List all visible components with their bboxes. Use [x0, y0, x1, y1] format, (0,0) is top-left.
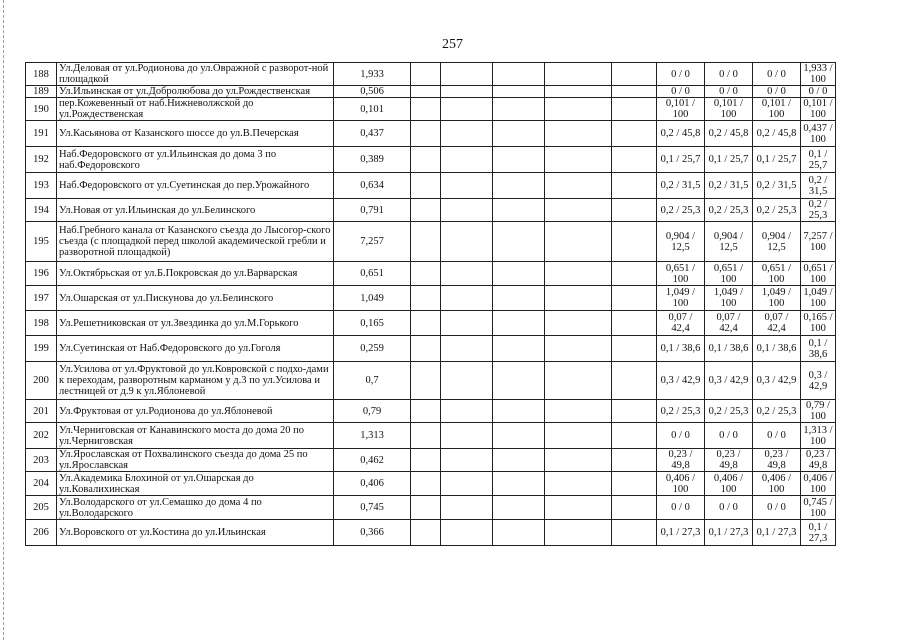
empty-cell — [411, 147, 441, 173]
road-name: Ул.Касьянова от Казанского шоссе до ул.В.Печерская — [57, 121, 334, 147]
empty-cell — [411, 262, 441, 286]
value-year-1: 0,1 / 25,7 — [657, 147, 705, 173]
road-name: Ул.Октябрьская от ул.Б.Покровская до ул.Варварская — [57, 262, 334, 286]
road-name: Наб.Федоровского от ул.Суетинская до пер.Урожайного — [57, 173, 334, 199]
empty-cell — [545, 423, 612, 449]
road-length: 0,389 — [334, 147, 411, 173]
road-length: 0,791 — [334, 199, 411, 222]
empty-cell — [545, 496, 612, 520]
roads-table-body — [26, 63, 836, 546]
empty-cell — [612, 173, 657, 199]
row-number: 194 — [26, 199, 57, 222]
empty-cell — [612, 311, 657, 336]
empty-cell — [411, 520, 441, 546]
road-name: Ул.Решетниковская от ул.Звездинка до ул.М.Горького — [57, 311, 334, 336]
empty-cell — [441, 423, 493, 449]
empty-cell — [441, 400, 493, 423]
value-total: 0,165 / 100 — [801, 311, 836, 336]
value-year-3: 0,651 / 100 — [753, 262, 801, 286]
empty-cell — [493, 520, 545, 546]
empty-cell — [411, 400, 441, 423]
empty-cell — [441, 311, 493, 336]
empty-cell — [493, 86, 545, 98]
value-total: 1,933 / 100 — [801, 63, 836, 86]
empty-cell — [493, 262, 545, 286]
empty-cell — [493, 286, 545, 311]
road-name: Ул.Фруктовая от ул.Родионова до ул.Яблоневой — [57, 400, 334, 423]
road-name: Ул.Володарского от ул.Семашко до дома 4 по ул.Володарского — [57, 496, 334, 520]
empty-cell — [441, 222, 493, 262]
empty-cell — [441, 199, 493, 222]
value-year-1: 0,2 / 31,5 — [657, 173, 705, 199]
empty-cell — [493, 496, 545, 520]
value-year-3: 0,904 / 12,5 — [753, 222, 801, 262]
empty-cell — [411, 222, 441, 262]
empty-cell — [493, 472, 545, 496]
empty-cell — [612, 262, 657, 286]
value-year-2: 0,1 / 25,7 — [705, 147, 753, 173]
empty-cell — [411, 121, 441, 147]
value-year-3: 1,049 / 100 — [753, 286, 801, 311]
row-number: 197 — [26, 286, 57, 311]
empty-cell — [411, 286, 441, 311]
table-row — [26, 262, 836, 286]
empty-cell — [493, 121, 545, 147]
empty-cell — [545, 199, 612, 222]
value-total: 0,23 / 49,8 — [801, 449, 836, 472]
empty-cell — [493, 336, 545, 362]
value-year-3: 0 / 0 — [753, 423, 801, 449]
empty-cell — [411, 86, 441, 98]
empty-cell — [545, 449, 612, 472]
table-row — [26, 98, 836, 121]
empty-cell — [411, 449, 441, 472]
value-year-1: 0,904 / 12,5 — [657, 222, 705, 262]
road-length: 0,259 — [334, 336, 411, 362]
row-number: 198 — [26, 311, 57, 336]
value-year-1: 0 / 0 — [657, 86, 705, 98]
empty-cell — [411, 472, 441, 496]
road-name: Ул.Воровского от ул.Костина до ул.Ильинская — [57, 520, 334, 546]
road-length: 1,313 — [334, 423, 411, 449]
empty-cell — [545, 336, 612, 362]
road-length: 0,7 — [334, 362, 411, 400]
row-number: 193 — [26, 173, 57, 199]
empty-cell — [441, 98, 493, 121]
empty-cell — [441, 336, 493, 362]
value-year-3: 0,2 / 45,8 — [753, 121, 801, 147]
row-number: 205 — [26, 496, 57, 520]
table-row — [26, 222, 836, 262]
empty-cell — [441, 362, 493, 400]
empty-cell — [545, 222, 612, 262]
road-length: 1,049 — [334, 286, 411, 311]
value-total: 0 / 0 — [801, 86, 836, 98]
road-name: Ул.Деловая от ул.Родионова до ул.Овражной с разворот-ной площадкой — [57, 63, 334, 86]
table-row — [26, 362, 836, 400]
empty-cell — [411, 311, 441, 336]
empty-cell — [612, 121, 657, 147]
value-year-2: 0,2 / 25,3 — [705, 199, 753, 222]
empty-cell — [545, 121, 612, 147]
value-total: 0,651 / 100 — [801, 262, 836, 286]
road-length: 0,634 — [334, 173, 411, 199]
value-year-3: 0,07 / 42,4 — [753, 311, 801, 336]
empty-cell — [545, 286, 612, 311]
empty-cell — [441, 86, 493, 98]
value-total: 0,437 / 100 — [801, 121, 836, 147]
empty-cell — [545, 472, 612, 496]
empty-cell — [493, 199, 545, 222]
road-length: 0,745 — [334, 496, 411, 520]
value-year-3: 0,2 / 31,5 — [753, 173, 801, 199]
empty-cell — [441, 496, 493, 520]
empty-cell — [441, 121, 493, 147]
value-total: 0,3 / 42,9 — [801, 362, 836, 400]
empty-cell — [545, 362, 612, 400]
table-row — [26, 286, 836, 311]
row-number: 190 — [26, 98, 57, 121]
value-total: 1,313 / 100 — [801, 423, 836, 449]
value-year-2: 0,1 / 27,3 — [705, 520, 753, 546]
value-total: 0,101 / 100 — [801, 98, 836, 121]
road-length: 7,257 — [334, 222, 411, 262]
empty-cell — [441, 173, 493, 199]
empty-cell — [545, 520, 612, 546]
value-year-3: 0,3 / 42,9 — [753, 362, 801, 400]
value-year-3: 0 / 0 — [753, 496, 801, 520]
value-year-2: 0,406 / 100 — [705, 472, 753, 496]
value-year-3: 0,1 / 27,3 — [753, 520, 801, 546]
empty-cell — [441, 520, 493, 546]
value-year-3: 0 / 0 — [753, 63, 801, 86]
empty-cell — [545, 98, 612, 121]
value-year-2: 0,651 / 100 — [705, 262, 753, 286]
road-length: 0,101 — [334, 98, 411, 121]
road-length: 0,366 — [334, 520, 411, 546]
empty-cell — [612, 336, 657, 362]
road-name: Ул.Усилова от ул.Фруктовой до ул.Ковровской с подхо-дами к переходам, разворотным карманом у д.3 по ул.Усилова и лестницей от д.9 к ул.Яблоневой — [57, 362, 334, 400]
table-row — [26, 147, 836, 173]
value-year-2: 0 / 0 — [705, 496, 753, 520]
table-row — [26, 496, 836, 520]
table-row — [26, 63, 836, 86]
table-row — [26, 449, 836, 472]
table-row — [26, 86, 836, 98]
value-year-3: 0,23 / 49,8 — [753, 449, 801, 472]
value-year-1: 0,07 / 42,4 — [657, 311, 705, 336]
empty-cell — [441, 472, 493, 496]
value-year-3: 0,2 / 25,3 — [753, 400, 801, 423]
empty-cell — [612, 362, 657, 400]
empty-cell — [441, 63, 493, 86]
empty-cell — [612, 199, 657, 222]
empty-cell — [493, 311, 545, 336]
value-year-2: 0,904 / 12,5 — [705, 222, 753, 262]
row-number: 206 — [26, 520, 57, 546]
row-number: 199 — [26, 336, 57, 362]
row-number: 201 — [26, 400, 57, 423]
value-year-1: 0,651 / 100 — [657, 262, 705, 286]
row-number: 192 — [26, 147, 57, 173]
row-number: 188 — [26, 63, 57, 86]
empty-cell — [612, 86, 657, 98]
empty-cell — [411, 98, 441, 121]
value-total: 0,2 / 25,3 — [801, 199, 836, 222]
empty-cell — [493, 362, 545, 400]
road-name: Ул.Ярославская от Похвалинского съезда до дома 25 по ул.Ярославская — [57, 449, 334, 472]
empty-cell — [493, 423, 545, 449]
value-year-3: 0,1 / 25,7 — [753, 147, 801, 173]
table-row — [26, 472, 836, 496]
empty-cell — [441, 286, 493, 311]
value-year-2: 0,1 / 38,6 — [705, 336, 753, 362]
empty-cell — [411, 423, 441, 449]
empty-cell — [612, 400, 657, 423]
table-row — [26, 199, 836, 222]
row-number: 202 — [26, 423, 57, 449]
table-row — [26, 520, 836, 546]
road-length: 0,462 — [334, 449, 411, 472]
empty-cell — [441, 449, 493, 472]
table-row — [26, 423, 836, 449]
road-length: 0,406 — [334, 472, 411, 496]
value-year-2: 0,2 / 45,8 — [705, 121, 753, 147]
value-year-1: 0 / 0 — [657, 496, 705, 520]
value-year-1: 0 / 0 — [657, 63, 705, 86]
road-length: 0,651 — [334, 262, 411, 286]
empty-cell — [493, 98, 545, 121]
road-name: Ул.Академика Блохиной от ул.Ошарская до ул.Ковалихинская — [57, 472, 334, 496]
road-length: 0,165 — [334, 311, 411, 336]
value-total: 1,049 / 100 — [801, 286, 836, 311]
road-length: 1,933 — [334, 63, 411, 86]
row-number: 204 — [26, 472, 57, 496]
empty-cell — [612, 423, 657, 449]
value-year-1: 1,049 / 100 — [657, 286, 705, 311]
value-year-1: 0,23 / 49,8 — [657, 449, 705, 472]
table-row — [26, 173, 836, 199]
value-year-2: 0,23 / 49,8 — [705, 449, 753, 472]
value-year-1: 0,2 / 25,3 — [657, 400, 705, 423]
empty-cell — [411, 496, 441, 520]
empty-cell — [411, 336, 441, 362]
empty-cell — [612, 472, 657, 496]
value-total: 0,1 / 25,7 — [801, 147, 836, 173]
empty-cell — [612, 286, 657, 311]
value-year-2: 0 / 0 — [705, 86, 753, 98]
road-name: Ул.Суетинская от Наб.Федоровского до ул.Гоголя — [57, 336, 334, 362]
empty-cell — [545, 400, 612, 423]
empty-cell — [612, 222, 657, 262]
empty-cell — [612, 449, 657, 472]
empty-cell — [411, 63, 441, 86]
value-year-3: 0 / 0 — [753, 86, 801, 98]
value-total: 7,257 / 100 — [801, 222, 836, 262]
empty-cell — [493, 222, 545, 262]
value-year-2: 0,07 / 42,4 — [705, 311, 753, 336]
value-year-2: 0,2 / 31,5 — [705, 173, 753, 199]
road-name: пер.Кожевенный от наб.Нижневолжской до ул.Рождественская — [57, 98, 334, 121]
row-number: 189 — [26, 86, 57, 98]
road-name: Наб.Федоровского от ул.Ильинская до дома 3 по наб.Федоровского — [57, 147, 334, 173]
empty-cell — [545, 173, 612, 199]
value-year-1: 0,3 / 42,9 — [657, 362, 705, 400]
value-year-2: 0 / 0 — [705, 423, 753, 449]
value-year-2: 1,049 / 100 — [705, 286, 753, 311]
empty-cell — [441, 147, 493, 173]
empty-cell — [493, 173, 545, 199]
value-year-3: 0,1 / 38,6 — [753, 336, 801, 362]
value-year-2: 0,3 / 42,9 — [705, 362, 753, 400]
row-number: 191 — [26, 121, 57, 147]
row-number: 196 — [26, 262, 57, 286]
road-name: Ул.Ильинская от ул.Добролюбова до ул.Рождественская — [57, 86, 334, 98]
page-number: 257 — [442, 37, 463, 52]
row-number: 200 — [26, 362, 57, 400]
value-year-1: 0,2 / 45,8 — [657, 121, 705, 147]
value-year-1: 0,406 / 100 — [657, 472, 705, 496]
value-total: 0,406 / 100 — [801, 472, 836, 496]
empty-cell — [545, 86, 612, 98]
road-length: 0,437 — [334, 121, 411, 147]
value-year-3: 0,2 / 25,3 — [753, 199, 801, 222]
value-total: 0,2 / 31,5 — [801, 173, 836, 199]
value-year-1: 0,1 / 38,6 — [657, 336, 705, 362]
empty-cell — [493, 63, 545, 86]
empty-cell — [545, 147, 612, 173]
empty-cell — [612, 496, 657, 520]
empty-cell — [411, 199, 441, 222]
roads-table — [25, 62, 836, 546]
value-year-1: 0 / 0 — [657, 423, 705, 449]
road-name: Ул.Черниговская от Канавинского моста до дома 20 по ул.Черниговская — [57, 423, 334, 449]
road-name: Ул.Ошарская от ул.Пискунова до ул.Белинского — [57, 286, 334, 311]
empty-cell — [411, 362, 441, 400]
value-year-2: 0,2 / 25,3 — [705, 400, 753, 423]
road-name: Наб.Гребного канала от Казанского съезда до Лысогор-ского съезда (с площадкой перед школой академической гребли и разворотной площадкой) — [57, 222, 334, 262]
table-row — [26, 400, 836, 423]
empty-cell — [545, 262, 612, 286]
row-number: 203 — [26, 449, 57, 472]
empty-cell — [441, 262, 493, 286]
empty-cell — [411, 173, 441, 199]
table-row — [26, 121, 836, 147]
value-year-2: 0,101 / 100 — [705, 98, 753, 121]
road-name: Ул.Новая от ул.Ильинская до ул.Белинского — [57, 199, 334, 222]
empty-cell — [493, 400, 545, 423]
value-total: 0,79 / 100 — [801, 400, 836, 423]
road-length: 0,79 — [334, 400, 411, 423]
empty-cell — [545, 311, 612, 336]
value-year-1: 0,101 / 100 — [657, 98, 705, 121]
empty-cell — [545, 63, 612, 86]
empty-cell — [493, 449, 545, 472]
empty-cell — [612, 63, 657, 86]
empty-cell — [493, 147, 545, 173]
value-year-3: 0,406 / 100 — [753, 472, 801, 496]
value-total: 0,1 / 38,6 — [801, 336, 836, 362]
empty-cell — [612, 520, 657, 546]
table-row — [26, 336, 836, 362]
empty-cell — [612, 147, 657, 173]
value-total: 0,745 / 100 — [801, 496, 836, 520]
road-length: 0,506 — [334, 86, 411, 98]
value-year-2: 0 / 0 — [705, 63, 753, 86]
empty-cell — [612, 98, 657, 121]
row-number: 195 — [26, 222, 57, 262]
value-total: 0,1 / 27,3 — [801, 520, 836, 546]
value-year-3: 0,101 / 100 — [753, 98, 801, 121]
value-year-1: 0,2 / 25,3 — [657, 199, 705, 222]
table-row — [26, 311, 836, 336]
value-year-1: 0,1 / 27,3 — [657, 520, 705, 546]
margin-dashed-line — [3, 0, 4, 640]
